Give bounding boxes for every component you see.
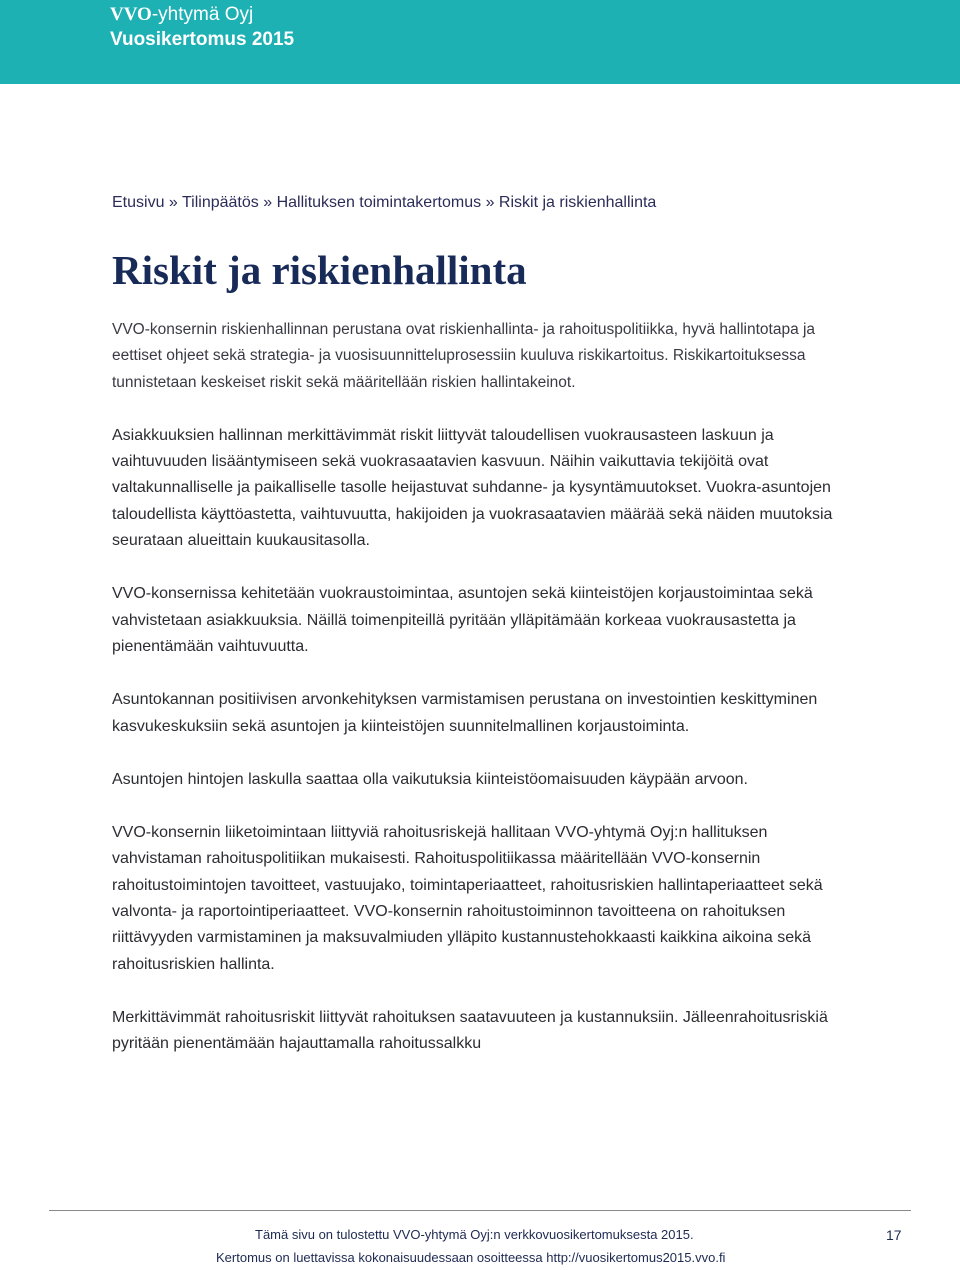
brand-name: VVO [110, 4, 152, 25]
breadcrumb-separator: » [168, 194, 178, 211]
footer-print-note: Tämä sivu on tulostettu VVO-yhtymä Oyj:n verkkovuosikertomuksesta 2015. [255, 1227, 694, 1242]
breadcrumb-item-etusivu[interactable]: Etusivu [112, 194, 165, 211]
brand-logo[interactable] [110, 4, 253, 26]
breadcrumb-separator: » [263, 194, 273, 211]
breadcrumb-item-hallituksen-toimintakertomus[interactable]: Hallituksen toimintakertomus [276, 194, 482, 211]
footer-divider [49, 1210, 911, 1211]
paragraph-refinancing: Merkittävimmät rahoitusriskit liittyvät rahoituksen saatavuuteen ja kustannuksiin. Jälleenrahoitusriskiä pyritään pienentämään hajauttamalla rahoitussalkku [112, 1008, 828, 1053]
breadcrumb-separator: » [485, 194, 495, 211]
paragraph-financial-risks: VVO-konsernin liiketoimintaan liittyviä rahoitusriskejä hallitaan VVO-yhtymä Oyj:n hallituksen vahvistaman rahoituspolitiikan mukaisesti. Rahoituspolitiikassa määritellään VVO-konsernin rahoitustoimintojen tavoitteet, vastuujako, toimintaperiaatteet, rahoitusriskien hallintaperiaatteet sekä valvonta- ja raportointiperiaatteet. VVO-konsernin rahoitustoiminnon tavoitteena on rahoituksen riittävyyden varmistaminen ja maksuvalmiuden ylläpito kustannustehokkaasti kaikkina aikoina sekä rahoitusriskien hallinta. [112, 824, 823, 973]
header-banner [0, 0, 960, 84]
intro-paragraph: VVO-konsernin riskienhallinnan perustana ovat riskienhallinta- ja rahoituspolitiikka, hyvä hallintotapa ja eettiset ohjeet sekä strategia- ja vuosisuunnitteluprosessiin kuuluva riskikartoitus. Riskikartoituksessa tunnistetaan keskeiset riskit sekä määritellään riskien hallintakeinot. [112, 321, 816, 391]
page-number: 17 [886, 1227, 902, 1243]
breadcrumb-item-tilinpaatos[interactable]: Tilinpäätös [181, 194, 259, 211]
footer-url-note: Kertomus on luettavissa kokonaisuudessaan osoitteessa http://vuosikertomus2015.vvo.fi [216, 1250, 726, 1265]
paragraph-housing-value: Asuntokannan positiivisen arvonkehityksen varmistamisen perustana on investointien keskittyminen kasvukeskuksiin sekä asuntojen ja kiinteistöjen suunnitelmallinen korjaustoiminta. [112, 691, 818, 735]
breadcrumb [112, 193, 656, 213]
breadcrumb-item-current: Riskit ja riskienhallinta [498, 194, 657, 211]
page-title: Riskit ja riskienhallinta [112, 247, 527, 293]
report-title: Vuosikertomus 2015 [110, 29, 295, 50]
paragraph-housing-prices: Asuntojen hintojen laskulla saattaa olla vaikutuksia kiinteistöomaisuuden käypään arvoon. [112, 770, 748, 788]
paragraph-rental-development: VVO-konsernissa kehitetään vuokraustoimintaa, asuntojen sekä kiinteistöjen korjaustoimintaa sekä vahvistetaan asiakkuuksia. Näillä toimenpiteillä pyritään ylläpitämään korkeaa vuokrausastetta ja pienentämään vaihtuvuutta. [112, 585, 813, 655]
article-body [112, 317, 852, 1085]
brand-company: -yhtymä Oyj [151, 4, 254, 25]
paragraph-customer-risks: Asiakkuuksien hallinnan merkittävimmät riskit liittyvät taloudellisen vuokrausasteen laskuun ja vaihtuvuuden lisääntymiseen sekä vuokrasaatavien kasvuun. Näihin vaikuttavia tekijöitä ovat valtakunnalliselle ja paikalliselle tasolle heijastuvat suhdanne- ja kysyntämuutokset. Vuokra-asuntojen taloudellista käyttöastetta, vaihtuvuutta, hakijoiden ja vuokrasaatavien määrää sekä näiden muutoksia seurataan alueittain kuukausitasolla. [112, 426, 833, 550]
